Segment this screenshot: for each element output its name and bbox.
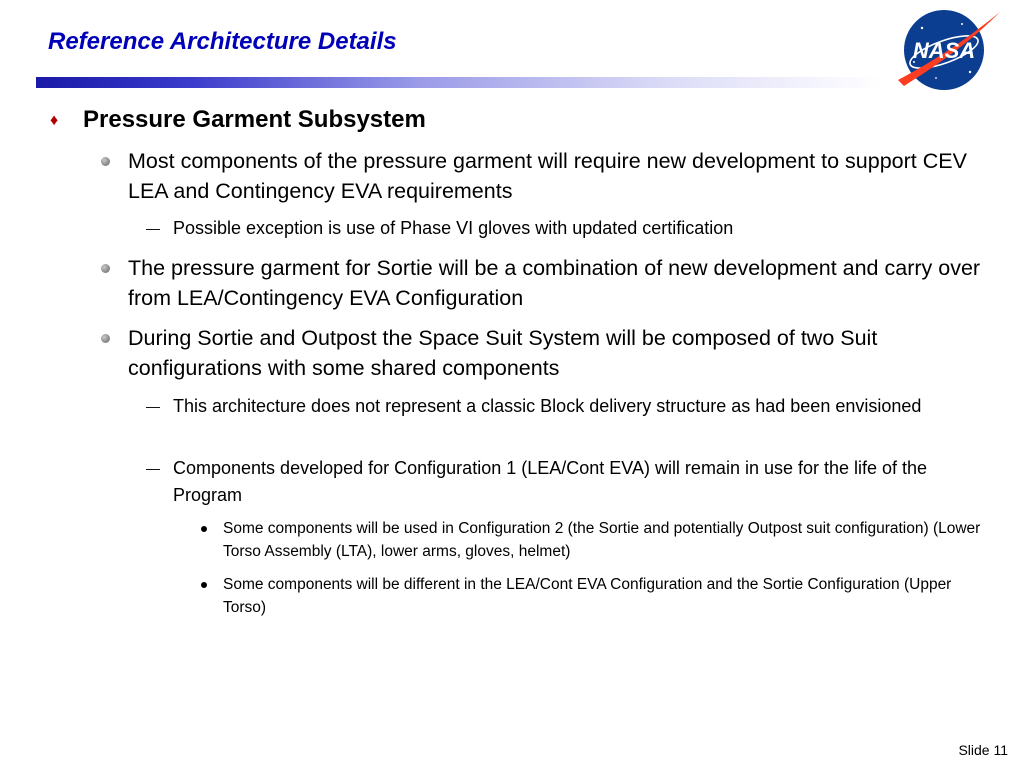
diamond-bullet-icon: ♦ bbox=[50, 112, 59, 129]
nasa-logo bbox=[892, 6, 1002, 94]
section-heading: Pressure Garment Subsystem bbox=[83, 106, 426, 133]
em-dash-bullet-icon: — bbox=[146, 220, 160, 236]
em-dash-bullet-icon: — bbox=[146, 460, 160, 476]
logo-text: NASA bbox=[912, 38, 976, 63]
slide-number: Slide 11 bbox=[958, 742, 1008, 758]
bullet-2-text: The pressure garment for Sortie will be a combination of new development and carry over from LEA/Contingency EVA Configuration bbox=[128, 256, 981, 310]
bullet-3-sub-2-text: Components developed for Configuration 1 (LEA/Cont EVA) will remain in use for the life of the Program bbox=[173, 458, 928, 505]
gray-dot-bullet-icon bbox=[101, 334, 110, 343]
bullet-1-sub-1-text: Possible exception is use of Phase VI gloves with updated certification bbox=[173, 218, 734, 238]
em-dash-bullet-icon: — bbox=[146, 398, 160, 414]
gray-dot-bullet-icon bbox=[101, 157, 110, 166]
bullet-3-subsub-2-text: Some components will be different in the LEA/Cont EVA Configuration and the Sortie Configuration (Upper Torso) bbox=[223, 576, 952, 616]
gray-dot-bullet-icon bbox=[101, 264, 110, 273]
bullet-3-text: During Sortie and Outpost the Space Suit System will be composed of two Suit configurations with some shared components bbox=[128, 326, 878, 380]
title-gradient-bar bbox=[36, 77, 882, 88]
black-dot-bullet-icon bbox=[201, 582, 207, 588]
black-dot-bullet-icon bbox=[201, 526, 207, 532]
bullet-1-text: Most components of the pressure garment will require new development to support CEV LEA and Contingency EVA requirements bbox=[128, 149, 967, 203]
bullet-3-subsub-1-text: Some components will be used in Configuration 2 (the Sortie and potentially Outpost suit configuration) (Lower Torso Assembly (LTA), lower arms, gloves, helmet) bbox=[223, 520, 981, 560]
bullet-3-sub-1-text: This architecture does not represent a classic Block delivery structure as had been envisioned bbox=[173, 396, 922, 416]
slide-title: Reference Architecture Details bbox=[48, 28, 397, 55]
